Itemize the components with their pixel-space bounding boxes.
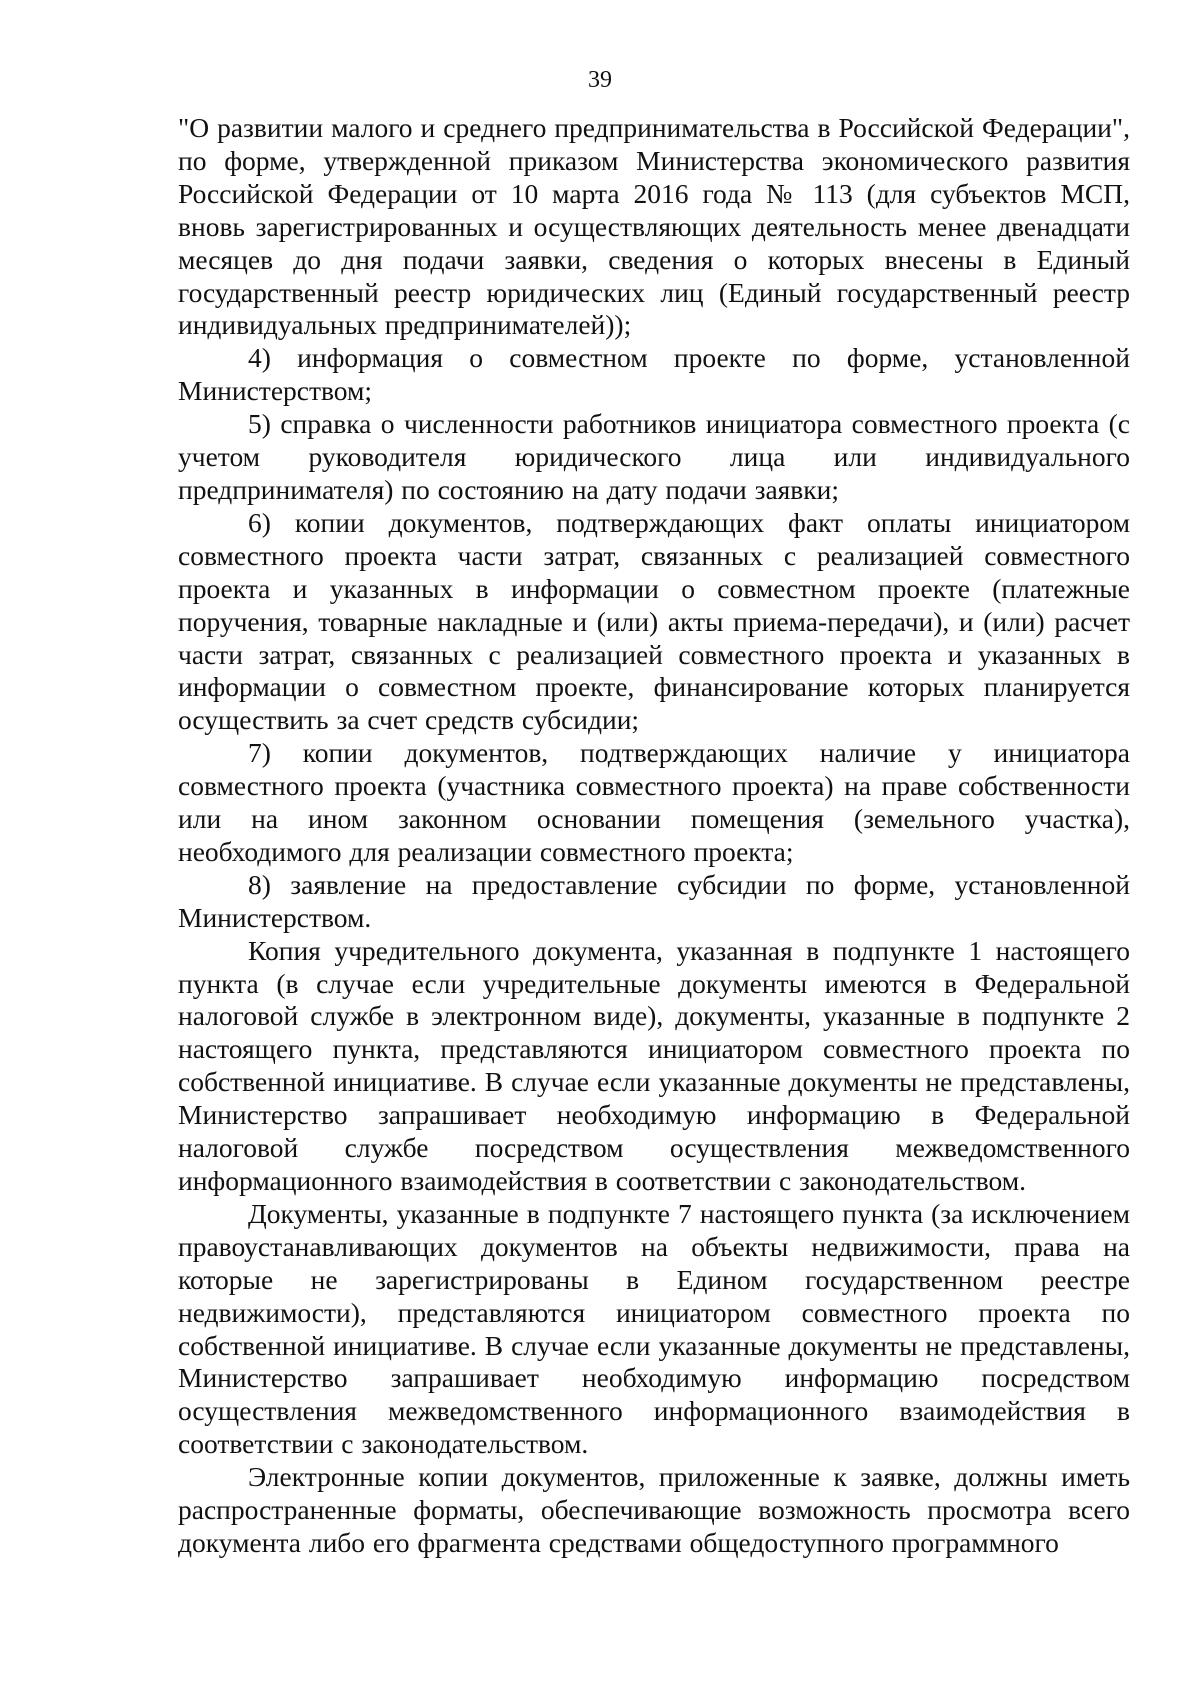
paragraph-subpoint-7-documents: Документы, указанные в подпункте 7 настоящего пункта (за исключением правоустанавливающих документов на объекты недвижимости, права на которые не зарегистрированы в Едином государственном реестре недвижимости), представляются инициатором совместного проекта по собственной инициативе. В случае если указанные документы не представлены, Министерство запрашивает необходимую информацию посредством осуществления межведомственного информационного взаимодействия в соответствии с законодательством. (178, 1197, 1130, 1460)
document-body (178, 112, 1130, 1560)
list-item-5: 5) справка о численности работников инициатора совместного проекта (с учетом руководителя юридического лица или индивидуального предпринимателя) по состоянию на дату подачи заявки; (178, 408, 1130, 505)
list-item-8: 8) заявление на предоставление субсидии по форме, установленной Министерством. (178, 868, 1130, 933)
list-item-4: 4) информация о совместном проекте по форме, установленной Министерством; (178, 342, 1130, 407)
paragraph-continuation: "О развитии малого и среднего предпринимательства в Российской Федерации", по форме, утвержденной приказом Министерства экономического развития Российской Федерации от 10 марта 2016 года № 113 (для субъектов МСП, вновь зарегистрированных и осуществляющих деятельность менее двенадцати месяцев до дня подачи заявки, сведения о которых внесены в Единый государственный реестр юридических лиц (Единый государственный реестр индивидуальных предпринимателей)); (178, 112, 1130, 341)
paragraph-electronic-copies: Электронные копии документов, приложенные к заявке, должны иметь распространенные форматы, обеспечивающие возможность просмотра всего документа либо его фрагмента средствами общедоступного программного (178, 1461, 1130, 1558)
list-item-7: 7) копии документов, подтверждающих наличие у инициатора совместного проекта (участника совместного проекта) на праве собственности или на ином законном основании помещения (земельного участка), необходимого для реализации совместного проекта; (178, 737, 1130, 867)
page-number: 39 (588, 67, 612, 93)
paragraph-founding-documents: Копия учредительного документа, указанная в подпункте 1 настоящего пункта (в случае если учредительные документы имеются в Федеральной налоговой службе в электронном виде), документы, указанные в подпункте 2 настоящего пункта, представляются инициатором совместного проекта по собственной инициативе. В случае если указанные документы не представлены, Министерство запрашивает необходимую информацию в Федеральной налоговой службе посредством осуществления межведомственного информационного взаимодействия в соответствии с законодательством. (178, 934, 1130, 1196)
list-item-6: 6) копии документов, подтверждающих факт оплаты инициатором совместного проекта части затрат, связанных с реализацией совместного проекта и указанных в информации о совместном проекте (платежные поручения, товарные накладные и (или) акты приема-передачи), и (или) расчет части затрат, связанных с реализацией совместного проекта и указанных в информации о совместном проекте, финансирование которых планируется осуществить за счет средств субсидии; (178, 506, 1130, 736)
